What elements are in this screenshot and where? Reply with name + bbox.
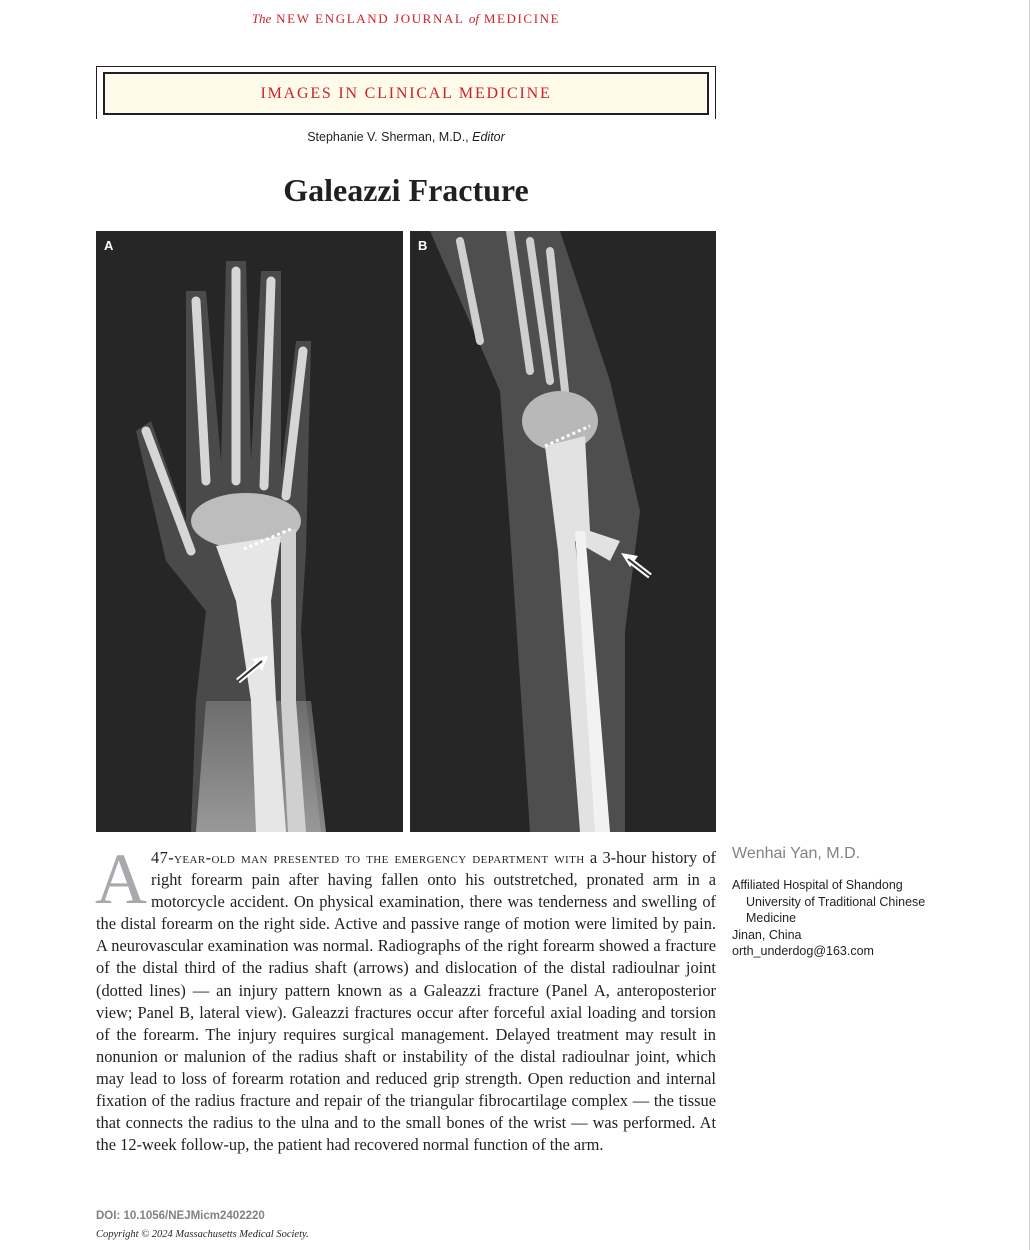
doi-link[interactable]: DOI: 10.1056/NEJMicm2402220 [96, 1210, 265, 1222]
journal-name-part-1: NEW ENGLAND JOURNAL [271, 11, 469, 26]
panel-label-b: B [418, 238, 428, 253]
drop-cap: A [95, 839, 147, 919]
affil-line-1: Affiliated Hospital of Shandong [732, 878, 903, 892]
case-description [95, 839, 716, 1156]
journal-of: of [468, 11, 479, 26]
author-email[interactable]: orth_underdog@163.com [732, 944, 874, 958]
section-banner-inner [103, 72, 709, 115]
xray-panel-b [410, 231, 716, 832]
author-name: Wenhai Yan, M.D. [732, 845, 861, 862]
journal-prefix: The [251, 11, 272, 26]
section-title: IMAGES IN CLINICAL MEDICINE [260, 84, 552, 102]
editor-line [96, 130, 716, 144]
panel-label-a: A [104, 238, 114, 253]
author-affiliation [732, 877, 1012, 960]
journal-header [0, 11, 812, 27]
affil-line-3: Medicine [746, 911, 797, 925]
xray-ap-view-image [96, 231, 403, 832]
affil-line-2: University of Traditional Chinese [746, 894, 926, 909]
lead-in-smallcaps: 47-year-old man presented to the emergency department with [151, 848, 585, 867]
copyright-notice: Copyright © 2024 Massachusetts Medical Society. [96, 1229, 309, 1240]
body-paragraph: a 3-hour history of right forearm pain after having fallen onto his outstretched, pronated arm in a motorcycle accident. On physical examination, there was tenderness and swelling of the distal forearm on the right side. Active and passive range of motion were limited by pain. A neurovascular examination was normal. Radiographs of the right forearm showed a fracture of the distal third of the radius shaft (arrows) and dislocation of the distal radioulnar joint (dotted lines) — an injury pattern known as a Galeazzi fracture (Panel A, anteroposterior view; Panel B, lateral view). Galeazzi fractures occur after forceful axial loading and torsion of the forearm. The injury requires surgical management. Delayed treatment may result in nonunion or malunion of the radius shaft or instability of the distal radioulnar joint, which may lead to loss of forearm rotation and reduced grip strength. Open reduction and internal fixation of the radius fracture and repair of the triangular fibrocartilage complex — the tissue that connects the radius to the ulna and to the small bones of the wrist — was performed. At the 12-week follow-up, the patient had recovered normal function of the arm. [96, 848, 716, 1155]
author-city: Jinan, China [732, 927, 802, 942]
editor-name: Stephanie V. Sherman, M.D., [307, 130, 473, 144]
author-block [732, 845, 1012, 960]
xray-lateral-view-image [410, 231, 716, 832]
xray-panel-a [96, 231, 403, 832]
article-title: Galeazzi Fracture [283, 172, 529, 208]
journal-name-part-2: MEDICINE [478, 11, 561, 26]
section-banner [96, 66, 716, 119]
editor-role: Editor [472, 130, 505, 144]
